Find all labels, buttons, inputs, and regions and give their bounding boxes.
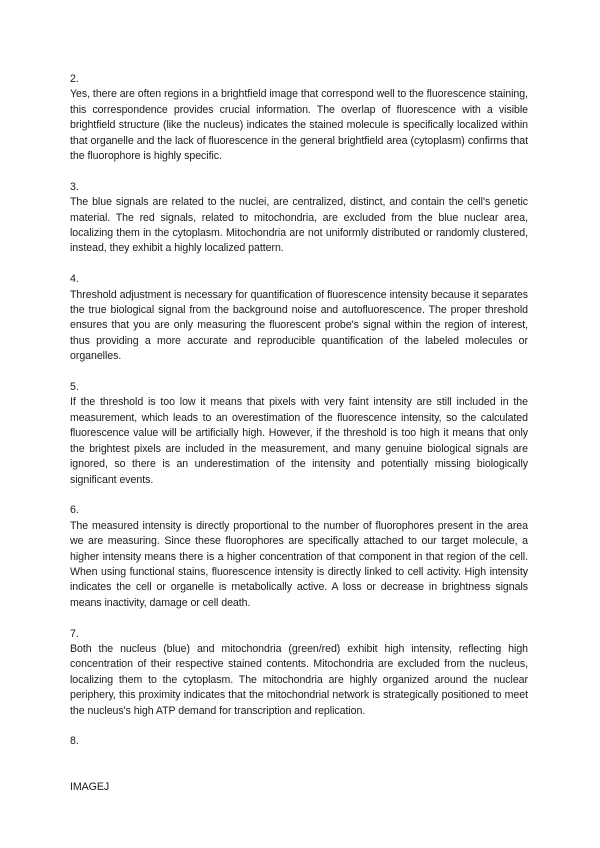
section-number: 4.	[70, 273, 79, 286]
section-paragraph: Threshold adjustment is necessary for quantification of fluorescence intensity because it separates the true biological signal from the background noise and autofluorescence. The proper threshold ensures that you are only measuring the fluorescent probe's signal within the region of interest, thus providing a more accurate and reproducible quantification of the labeled molecules or organelles.	[70, 288, 528, 363]
answer-section-6	[70, 503, 528, 611]
section-paragraph: The measured intensity is directly proportional to the number of fluorophores present in the area we are measuring. Since these fluorophores are specifically attached to our target molecule, a higher intensity means there is a higher concentration of that component in that region of the cell. When using functional stains, fluorescence intensity is directly linked to cell activity. High intensity indicates the cell or organelle is metabolically active. A loss or decrease in brightness signals means inactivity, damage or cell death.	[70, 519, 528, 609]
section-number: 2.	[70, 73, 79, 85]
section-number: 7.	[70, 627, 79, 640]
section-paragraph: If the threshold is too low it means that pixels with very faint intensity are still included in the measurement, which leads to an overestimation of the fluorescence intensity, so the calculated fluorescence value will be artificially high. However, if the threshold is too high it means that only the brightest pixels are included in the measurement, and many genuine biological signals are ignored, so there is an underestimation of the intensity and potentially missing biologically significant events.	[70, 396, 528, 486]
answer-section-2	[70, 72, 528, 164]
section-number: 3.	[70, 180, 79, 193]
answer-section-3	[70, 180, 528, 257]
section-number: 6.	[70, 504, 79, 517]
answer-section-7	[70, 627, 528, 719]
section-paragraph: The blue signals are related to the nuclei, are centralized, distinct, and contain the cell's genetic material. The red signals, related to mitochondria, are excluded from the blue nuclear area, localizing them in the cytoplasm. Mitochondria are not uniformly distributed or randomly clustered, instead, they exhibit a highly localized pattern.	[70, 196, 528, 255]
answer-section-5	[70, 380, 528, 488]
answer-section-4	[70, 272, 528, 364]
section-number: 5.	[70, 381, 79, 394]
imagej-label: IMAGEJ	[70, 780, 110, 793]
document-page	[70, 72, 528, 795]
section-paragraph: Both the nucleus (blue) and mitochondria (green/red) exhibit high intensity, reflecting high concentration of their respective stained contents. Mitochondria are excluded from the nucleus, localizing them to the cytoplasm. The mitochondria are highly organized around the nuclear periphery, this proximity indicates that the mitochondrial network is strategically positioned to meet the nucleus's high ATP demand for transcription and replication.	[70, 642, 528, 717]
section-paragraph: Yes, there are often regions in a brightfield image that correspond well to the fluorescence staining, this correspondence provides crucial information. The overlap of fluorescence with a visible brightfield structure (like the nucleus) indicates the stained molecule is specifically localized within that organelle and the lack of fluorescence in the general brightfield area (cytoplasm) confirms that the fluorophore is highly specific.	[70, 88, 528, 163]
section-number: 8.	[70, 735, 79, 748]
answer-section-8	[70, 734, 528, 749]
